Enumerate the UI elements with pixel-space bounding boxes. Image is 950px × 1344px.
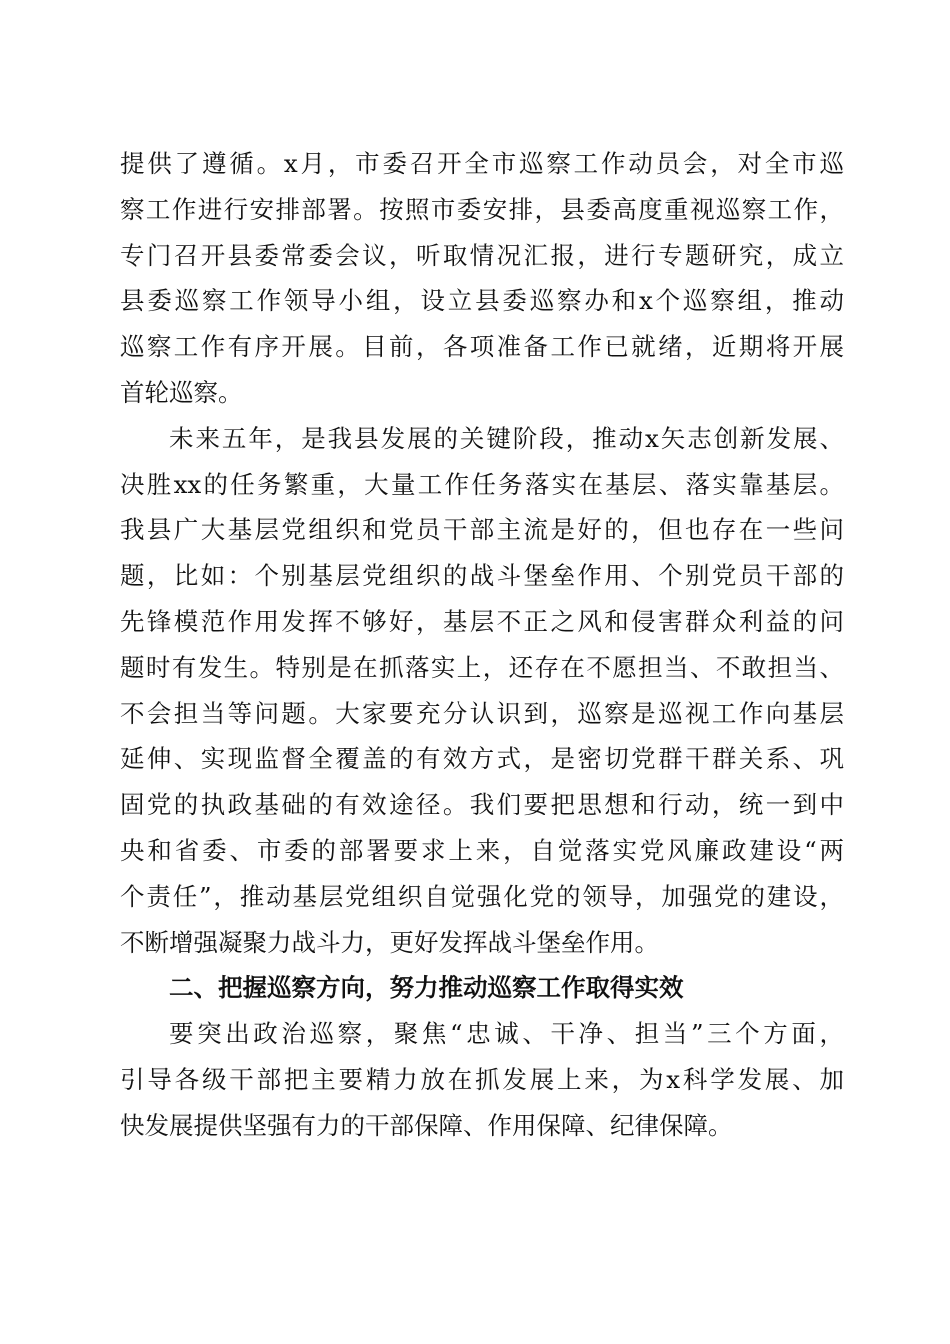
paragraph-line: 固党的执政基础的有效途径。我们要把思想和行动，统一到中 [120, 790, 844, 820]
paragraph-line: 未来五年，是我县发展的关键阶段，推动x矢志创新发展、 [169, 423, 844, 453]
paragraph-line: 决胜xx的任务繁重，大量工作任务落实在基层、落实靠基层。 [120, 469, 844, 499]
paragraph-line: 要突出政治巡察，聚焦“忠诚、干净、担当”三个方面， [169, 1019, 844, 1049]
paragraph-line: 专门召开县委常委会议，听取情况汇报，进行专题研究，成立 [120, 240, 844, 270]
paragraph-line: 题，比如：个别基层党组织的战斗堡垒作用、个别党员干部的 [120, 561, 844, 591]
paragraph-line: 首轮巡察。 [120, 377, 243, 407]
paragraph-line: 个责任”，推动基层党组织自觉强化党的领导，加强党的建设， [120, 881, 844, 911]
section-heading: 二、把握巡察方向，努力推动巡察工作取得实效 [169, 973, 684, 1003]
paragraph-line: 引导各级干部把主要精力放在抓发展上来，为x科学发展、加 [120, 1064, 844, 1094]
document-body [120, 141, 844, 1149]
paragraph-line: 巡察工作有序开展。目前，各项准备工作已就绪，近期将开展 [120, 332, 844, 362]
paragraph-line: 县委巡察工作领导小组，设立县委巡察办和x个巡察组，推动 [120, 286, 844, 316]
paragraph-line: 先锋模范作用发挥不够好，基层不正之风和侵害群众利益的问 [120, 606, 844, 636]
paragraph-line: 题时有发生。特别是在抓落实上，还存在不愿担当、不敢担当、 [120, 652, 844, 682]
paragraph-line: 不会担当等问题。大家要充分认识到，巡察是巡视工作向基层 [120, 698, 844, 728]
paragraph-line: 延伸、实现监督全覆盖的有效方式，是密切党群干群关系、巩 [120, 744, 844, 774]
paragraph-line: 察工作进行安排部署。按照市委安排，县委高度重视巡察工作， [120, 194, 844, 224]
paragraph-line: 快发展提供坚强有力的干部保障、作用保障、纪律保障。 [120, 1110, 733, 1140]
paragraph-line: 不断增强凝聚力战斗力，更好发挥战斗堡垒作用。 [120, 927, 659, 957]
paragraph-line: 提供了遵循。x月，市委召开全市巡察工作动员会，对全市巡 [120, 149, 844, 178]
paragraph-line: 央和省委、市委的部署要求上来，自觉落实党风廉政建设“两 [120, 835, 844, 865]
paragraph-line: 我县广大基层党组织和党员干部主流是好的，但也存在一些问 [120, 515, 844, 545]
